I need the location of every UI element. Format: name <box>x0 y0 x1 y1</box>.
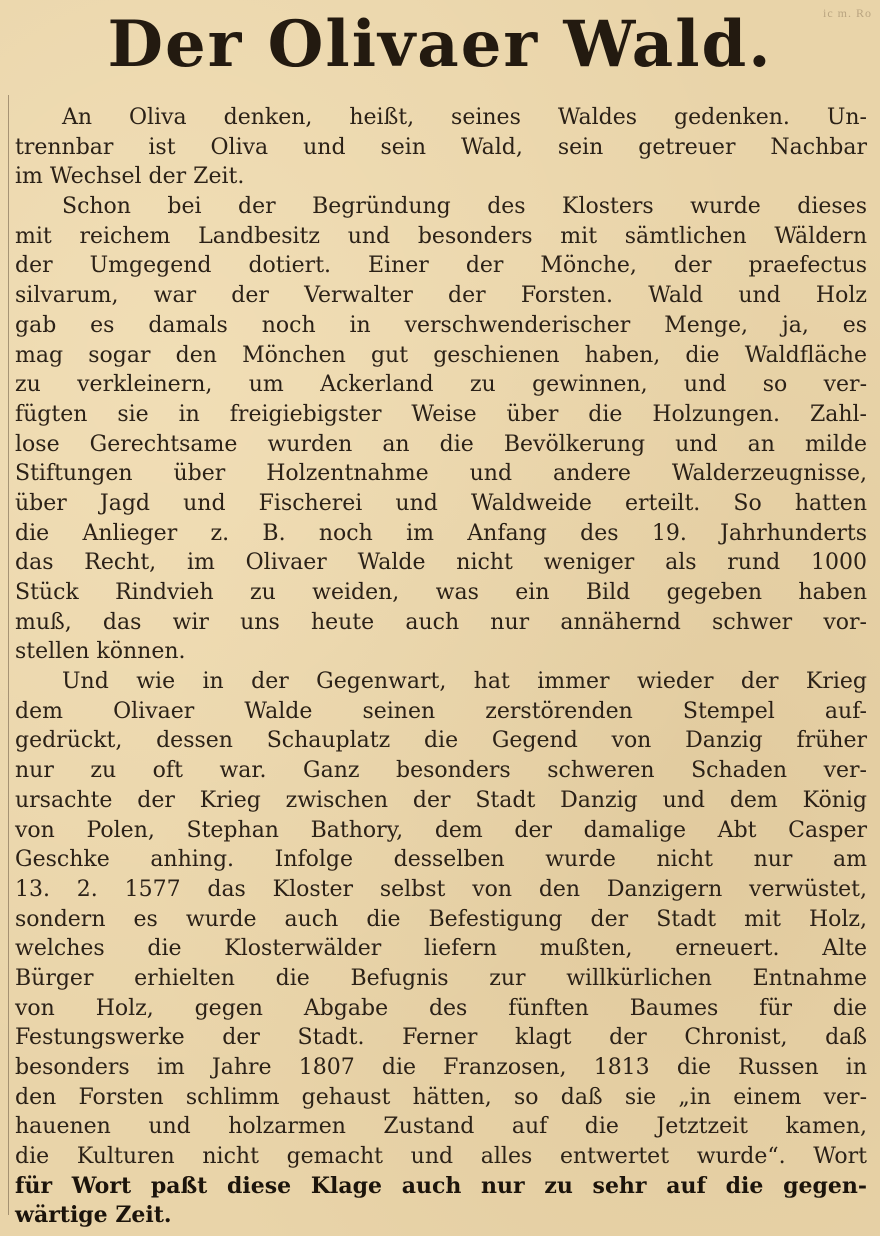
article-line: Geschke anhing. Infolge desselben wurde nicht nur am <box>15 847 867 873</box>
article-line: dem Olivaer Walde seinen zerstörenden Stempel auf- <box>15 698 867 724</box>
article-line: gedrückt, dessen Schauplatz die Gegend von Danzig früher <box>15 728 867 754</box>
article-line: mag sogar den Mönchen gut geschienen haben, die Waldfläche <box>15 342 867 368</box>
article-line: die Kulturen nicht gemacht und alles entwertet wurde“. Wort <box>15 1144 867 1170</box>
article-line: sondern es wurde auch die Befestigung der Stadt mit Holz, <box>15 906 867 932</box>
article-line: lose Gerechtsame wurden an die Bevölkerung und an milde <box>15 431 867 457</box>
article-line: der Umgegend dotiert. Einer der Mönche, der praefectus <box>15 253 867 279</box>
article-line: für Wort paßt diese Klage auch nur zu sehr auf die gegen- <box>15 1172 867 1199</box>
article-line: die Anlieger z. B. noch im Anfang des 19. Jahrhunderts <box>15 520 867 546</box>
article-line: besonders im Jahre 1807 die Franzosen, 1813 die Russen in <box>15 1055 867 1080</box>
article-line: nur zu oft war. Ganz besonders schweren Schaden ver- <box>15 758 867 784</box>
article-line: muß, das wir uns heute auch nur annähernd schwer vor- <box>15 609 867 635</box>
article-line: im Wechsel der Zeit. <box>15 164 245 190</box>
article-line: Und wie in der Gegenwart, hat immer wieder der Krieg <box>62 669 867 695</box>
article-line: Stück Rindvieh zu weiden, was ein Bild gegeben haben <box>15 580 867 605</box>
article-body <box>15 103 867 1231</box>
article-line: von Polen, Stephan Bathory, dem der damalige Abt Casper <box>15 817 867 843</box>
article-line: von Holz, gegen Abgabe des fünften Baumes für die <box>15 995 867 1021</box>
article-line: mit reichem Landbesitz und besonders mit sämtlichen Wäldern <box>15 223 867 249</box>
article-line: gab es damals noch in verschwenderischer Menge, ja, es <box>15 312 867 338</box>
article-line: welches die Klosterwälder liefern mußten, erneuert. Alte <box>15 936 867 962</box>
article-line: Stiftungen über Holzentnahme und andere Walderzeugnisse, <box>15 461 867 487</box>
article-line: fügten sie in freigiebigster Weise über die Holzungen. Zahl- <box>15 401 867 427</box>
article-line: Schon bei der Begründung des Klosters wurde dieses <box>62 194 867 220</box>
article-line: den Forsten schlimm gehaust hätten, so daß sie „in einem ver- <box>15 1084 867 1110</box>
article-line: wärtige Zeit. <box>15 1202 172 1229</box>
column-rule <box>8 95 9 1215</box>
article-line: über Jagd und Fischerei und Waldweide erteilt. So hatten <box>15 490 867 516</box>
adjacent-column-fragment: ic m. Ro <box>823 6 872 20</box>
article-line: das Recht, im Olivaer Walde nicht weniger als rund 1000 <box>15 550 867 576</box>
article-line: stellen können. <box>15 639 186 665</box>
article-line: Festungswerke der Stadt. Ferner klagt der Chronist, daß <box>15 1025 867 1051</box>
article-line: zu verkleinern, um Ackerland zu gewinnen, und so ver- <box>15 372 867 398</box>
article-line: trennbar ist Oliva und sein Wald, sein getreuer Nachbar <box>15 134 867 160</box>
article-title: Der Olivaer Wald. <box>107 7 773 82</box>
article-line: An Oliva denken, heißt, seines Waldes gedenken. Un- <box>62 105 867 130</box>
article-line: silvarum, war der Verwalter der Forsten. Wald und Holz <box>15 283 867 309</box>
article-line: 13. 2. 1577 das Kloster selbst von den Danzigern verwüstet, <box>15 876 867 902</box>
article-line: Bürger erhielten die Befugnis zur willkürlichen Entnahme <box>15 965 867 991</box>
article-line: hauenen und holzarmen Zustand auf die Jetztzeit kamen, <box>15 1114 867 1140</box>
article-line: ursachte der Krieg zwischen der Stadt Danzig und dem König <box>15 787 867 813</box>
